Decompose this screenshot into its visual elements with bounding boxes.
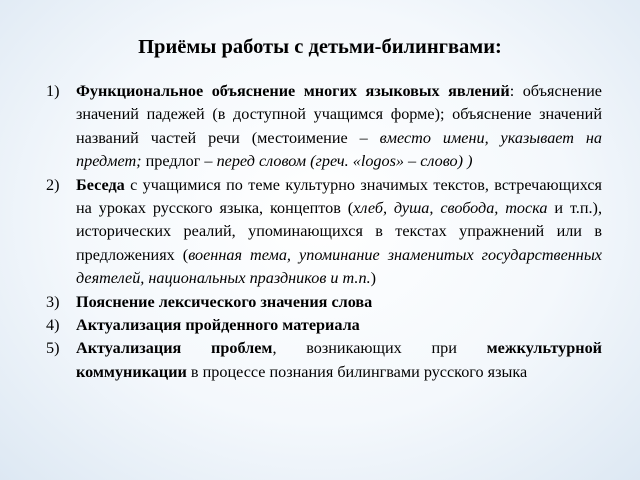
item-text: и т.п.), исторических реалий, упоминающихся в текстах упражнений или в предложениях ( bbox=[76, 199, 602, 264]
item-number: 4) bbox=[46, 316, 60, 335]
item-example: перед словом (греч. «logos» – слово) ) bbox=[216, 152, 473, 171]
list-item-4 bbox=[46, 314, 602, 337]
item-example: хлеб, душа, свобода, тоска bbox=[353, 199, 548, 218]
techniques-list bbox=[46, 80, 602, 384]
list-item-1 bbox=[46, 80, 602, 174]
item-example: вместо имени, указывает на предмет; bbox=[76, 128, 602, 171]
list-item-3 bbox=[46, 291, 602, 314]
item-heading: межкультурной коммуникации bbox=[76, 339, 602, 381]
slide-title: Приёмы работы с детьми-билингвами: bbox=[138, 36, 502, 58]
list-item-5 bbox=[46, 337, 602, 384]
item-text: предлог – bbox=[141, 152, 217, 171]
item-heading: Актуализация пройденного материала bbox=[76, 316, 360, 335]
item-number: 1) bbox=[46, 82, 60, 100]
item-text: ) bbox=[370, 269, 377, 288]
item-text: : объяснение значений падежей (в доступной учащимся форме); объяснение значений названий частей речи (местоимение – bbox=[76, 82, 602, 147]
item-number: 5) bbox=[46, 339, 60, 358]
item-number: 2) bbox=[46, 175, 60, 194]
item-heading: Пояснение лексического значения слова bbox=[76, 292, 373, 311]
item-text: в процессе познания билингвами русского языка bbox=[186, 362, 528, 381]
list-item-2 bbox=[46, 174, 602, 291]
item-heading: Беседа bbox=[76, 175, 125, 194]
item-heading: Актуализация проблем bbox=[76, 339, 273, 358]
item-number: 3) bbox=[46, 292, 60, 311]
item-example: военная тема, упоминание знаменитых государственных деятелей, национальных праздников и т.п. bbox=[76, 245, 602, 288]
item-heading: Функциональное объяснение многих языковых явлений bbox=[76, 82, 510, 100]
item-text: с учащимися по теме культурно значимых текстов, встречающихся на уроках русского языка, концептов ( bbox=[76, 175, 602, 218]
item-text: , возникающих при bbox=[272, 339, 487, 358]
